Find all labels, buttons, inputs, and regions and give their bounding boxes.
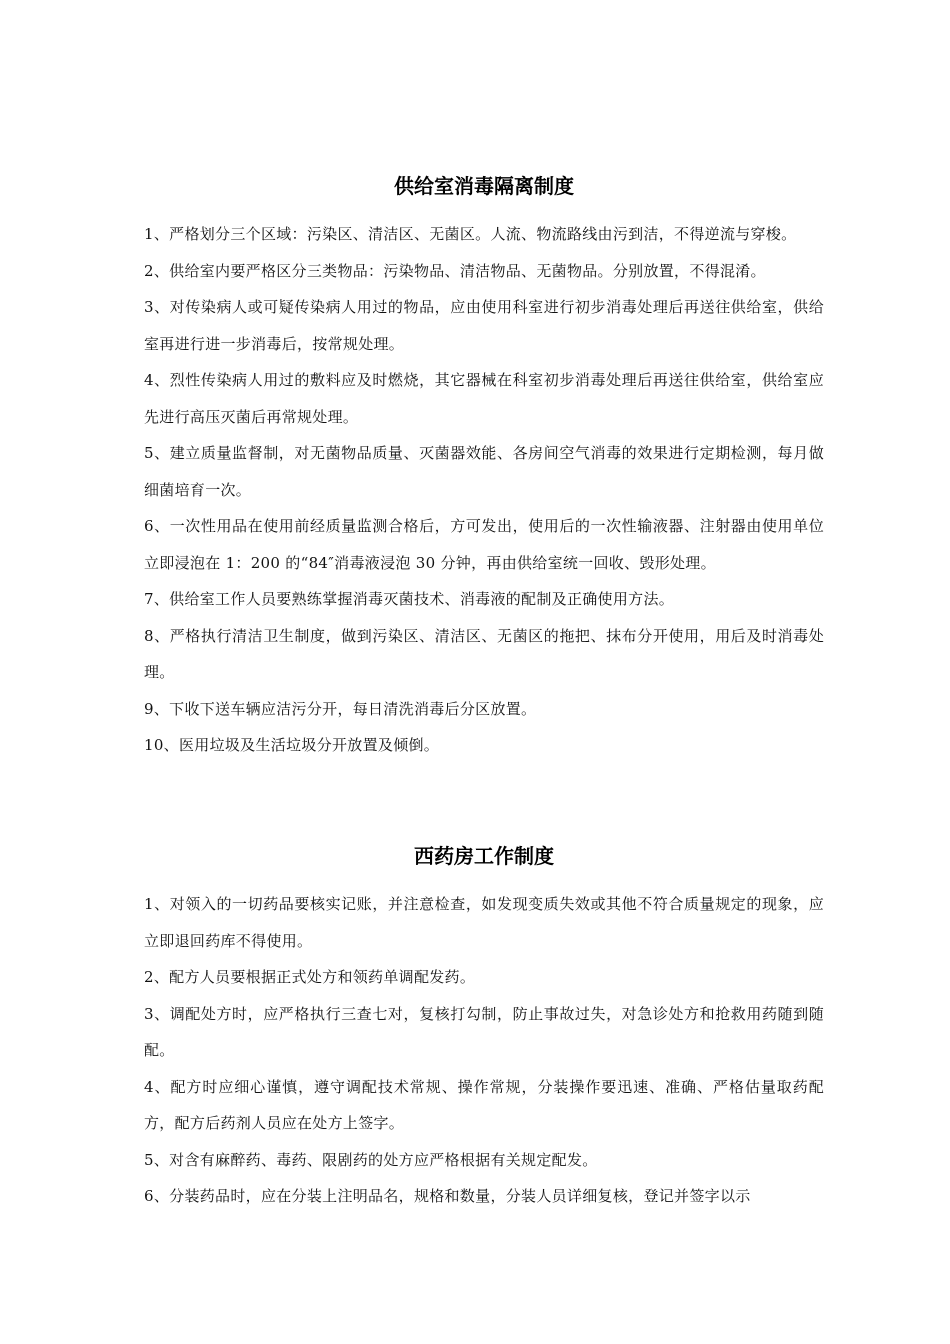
rule-item: 8、严格执行清洁卫生制度，做到污染区、清洁区、无菌区的拖把、抹布分开使用，用后及时消毒处理。 <box>144 626 824 681</box>
rule-item: 3、调配处方时，应严格执行三查七对，复核打勾制，防止事故过失，对急诊处方和抢救用药随到随配。 <box>144 1004 824 1059</box>
section-title: 西药房工作制度 <box>414 844 554 868</box>
rule-item: 7、供给室工作人员要熟练掌握消毒灭菌技术、消毒液的配制及正确使用方法。 <box>144 590 675 608</box>
rule-item: 4、烈性传染病人用过的敷料应及时燃烧，其它器械在科室初步消毒处理后再送往供给室，供给室应先进行高压灭菌后再常规处理。 <box>144 371 824 426</box>
rule-item: 1、对领入的一切药品要核实记账，并注意检查，如发现变质失效或其他不符合质量规定的现象，应立即退回药库不得使用。 <box>144 895 824 950</box>
rule-item: 5、建立质量监督制，对无菌物品质量、灭菌器效能、各房间空气消毒的效果进行定期检测，每月做细菌培育一次。 <box>144 444 824 499</box>
rule-item: 6、分装药品时，应在分装上注明品名，规格和数量，分装人员详细复核，登记并签字以示 <box>144 1187 751 1205</box>
rule-item: 5、对含有麻醉药、毒药、限剧药的处方应严格根据有关规定配发。 <box>144 1150 598 1169</box>
rule-item: 1、严格划分三个区域：污染区、清洁区、无菌区。人流、物流路线由污到洁，不得逆流与穿梭。 <box>144 225 797 243</box>
section-disinfection-rules <box>144 168 824 764</box>
rule-item: 10、医用垃圾及生活垃圾分开放置及倾倒。 <box>144 736 440 754</box>
rule-item: 6、一次性用品在使用前经质量监测合格后，方可发出，使用后的一次性输液器、注射器由使用单位立即浸泡在 1：200 的“84″消毒液浸泡 30 分钟，再由供给室统一回收、毁形处理。 <box>144 517 824 572</box>
rule-item: 3、对传染病人或可疑传染病人用过的物品，应由使用科室进行初步消毒处理后再送往供给室，供给室再进行进一步消毒后，按常规处理。 <box>144 298 824 353</box>
rule-item: 2、供给室内要严格区分三类物品：污染物品、清洁物品、无菌物品。分别放置，不得混淆。 <box>144 261 766 280</box>
rule-item: 2、配方人员要根据正式处方和领药单调配发药。 <box>144 968 476 986</box>
section-pharmacy-rules <box>144 838 824 1215</box>
rule-item: 4、配方时应细心谨慎，遵守调配技术常规、操作常规，分装操作要迅速、准确、严格估量取药配方，配方后药剂人员应在处方上签字。 <box>144 1077 824 1132</box>
rule-item: 9、下收下送车辆应洁污分开，每日清洗消毒后分区放置。 <box>144 699 537 718</box>
section-title: 供给室消毒隔离制度 <box>394 174 574 198</box>
